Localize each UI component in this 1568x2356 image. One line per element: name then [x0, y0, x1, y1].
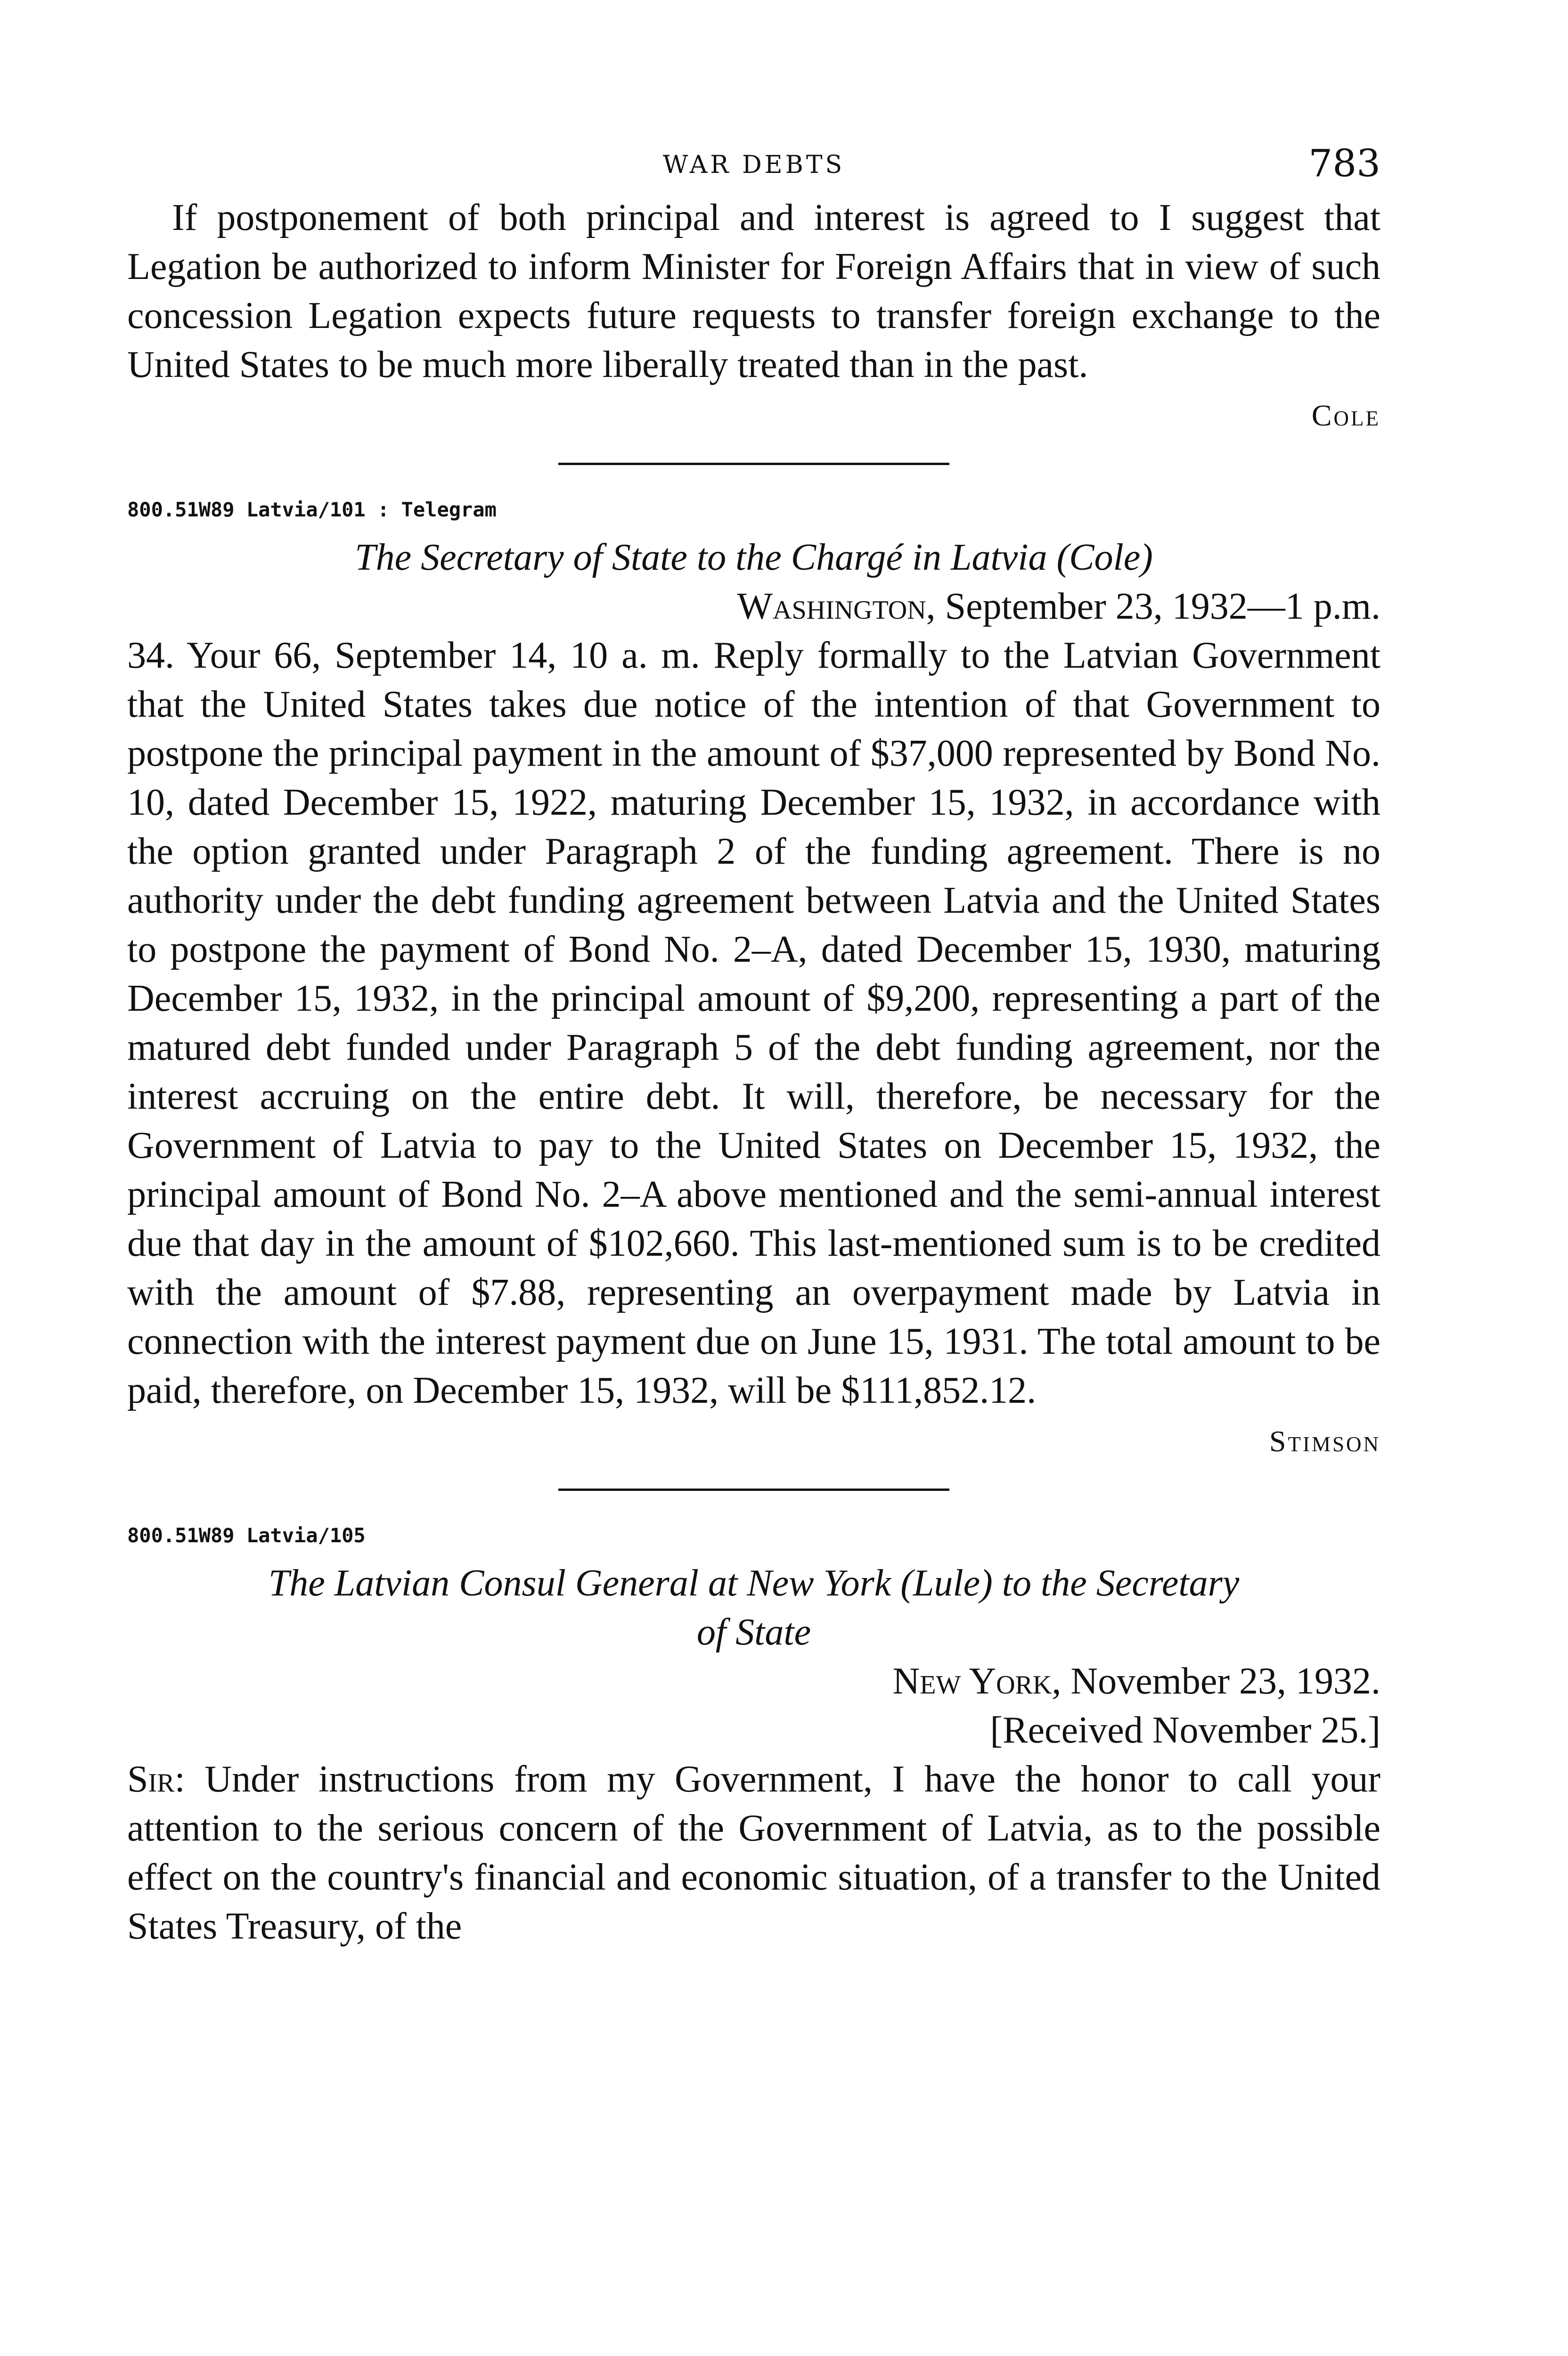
- running-head: WAR DEBTS: [662, 151, 845, 179]
- document-title-line-2: of State: [696, 1612, 811, 1653]
- file-reference: 800.51W89 Latvia/101 : Telegram: [127, 498, 497, 521]
- dateline-place: New York: [892, 1661, 1052, 1702]
- page-number: 783: [1308, 141, 1380, 185]
- salutation: Sir: [127, 1759, 175, 1800]
- consul-letter-paragraph: [127, 1755, 1380, 1951]
- dateline-place: Washington: [737, 586, 926, 627]
- dateline-date: , November 23, 1932.: [1052, 1661, 1380, 1702]
- dateline-date: , September 23, 1932—1 p.m.: [926, 586, 1380, 627]
- file-reference: 800.51W89 Latvia/105: [127, 1524, 366, 1547]
- received-date: [Received November 25.]: [990, 1710, 1380, 1751]
- dateline: [127, 1657, 1380, 1706]
- document-page: [127, 141, 1380, 1951]
- dateline: [127, 582, 1380, 631]
- cole-telegram-closing-paragraph: If postponement of both principal and interest is agreed to I suggest that Legation be authorized to inform Minister for Foreign Affairs that in view of such concession Legation expects future requests to transfer foreign exchange to the United States to be much more liberally treated than in the past.: [127, 197, 1380, 385]
- stimson-telegram-paragraph: 34. Your 66, September 14, 10 a. m. Reply formally to the Latvian Government that the United States takes due notice of the intention of that Government to postpone the principal payment in the amount of $37,000 represented by Bond No. 10, dated December 15, 1922, maturing December 15, 1932, in accordance with the option granted under Paragraph 2 of the funding agreement. There is no authority under the debt funding agreement between Latvia and the United States to postpone the payment of Bond No. 2–A, dated December 15, 1930, maturing December 15, 1932, in the principal amount of $9,200, representing a part of the matured debt funded under Paragraph 5 of the debt funding agreement, nor the interest accruing on the entire debt. It will, therefore, be necessary for the Government of Latvia to pay to the United States on December 15, 1932, the principal amount of Bond No. 2–A above mentioned and the semi-annual interest due that day in the amount of $102,660. This last-mentioned sum is to be credited with the amount of $7.88, representing an overpayment made by Latvia in connection with the interest payment due on June 15, 1931. The total amount to be paid, therefore, on December 15, 1932, will be $111,852.12.: [127, 635, 1380, 1411]
- section-divider: [558, 1489, 949, 1491]
- letter-body: : Under instructions from my Government, I have the honor to call your attention to the serious concern of the Government of Latvia, as to the possible effect on the country's financial and economic situation, of a transfer to the United States Treasury, of the: [127, 1759, 1380, 1947]
- signature-cole: Cole: [1311, 399, 1380, 432]
- section-divider: [558, 463, 949, 465]
- document-title: The Secretary of State to the Chargé in Latvia (Cole): [355, 537, 1153, 578]
- document-title-line-1: The Latvian Consul General at New York (Lule) to the Secretary: [268, 1562, 1240, 1604]
- page-header: [127, 141, 1380, 193]
- signature-stimson: Stimson: [1269, 1424, 1380, 1458]
